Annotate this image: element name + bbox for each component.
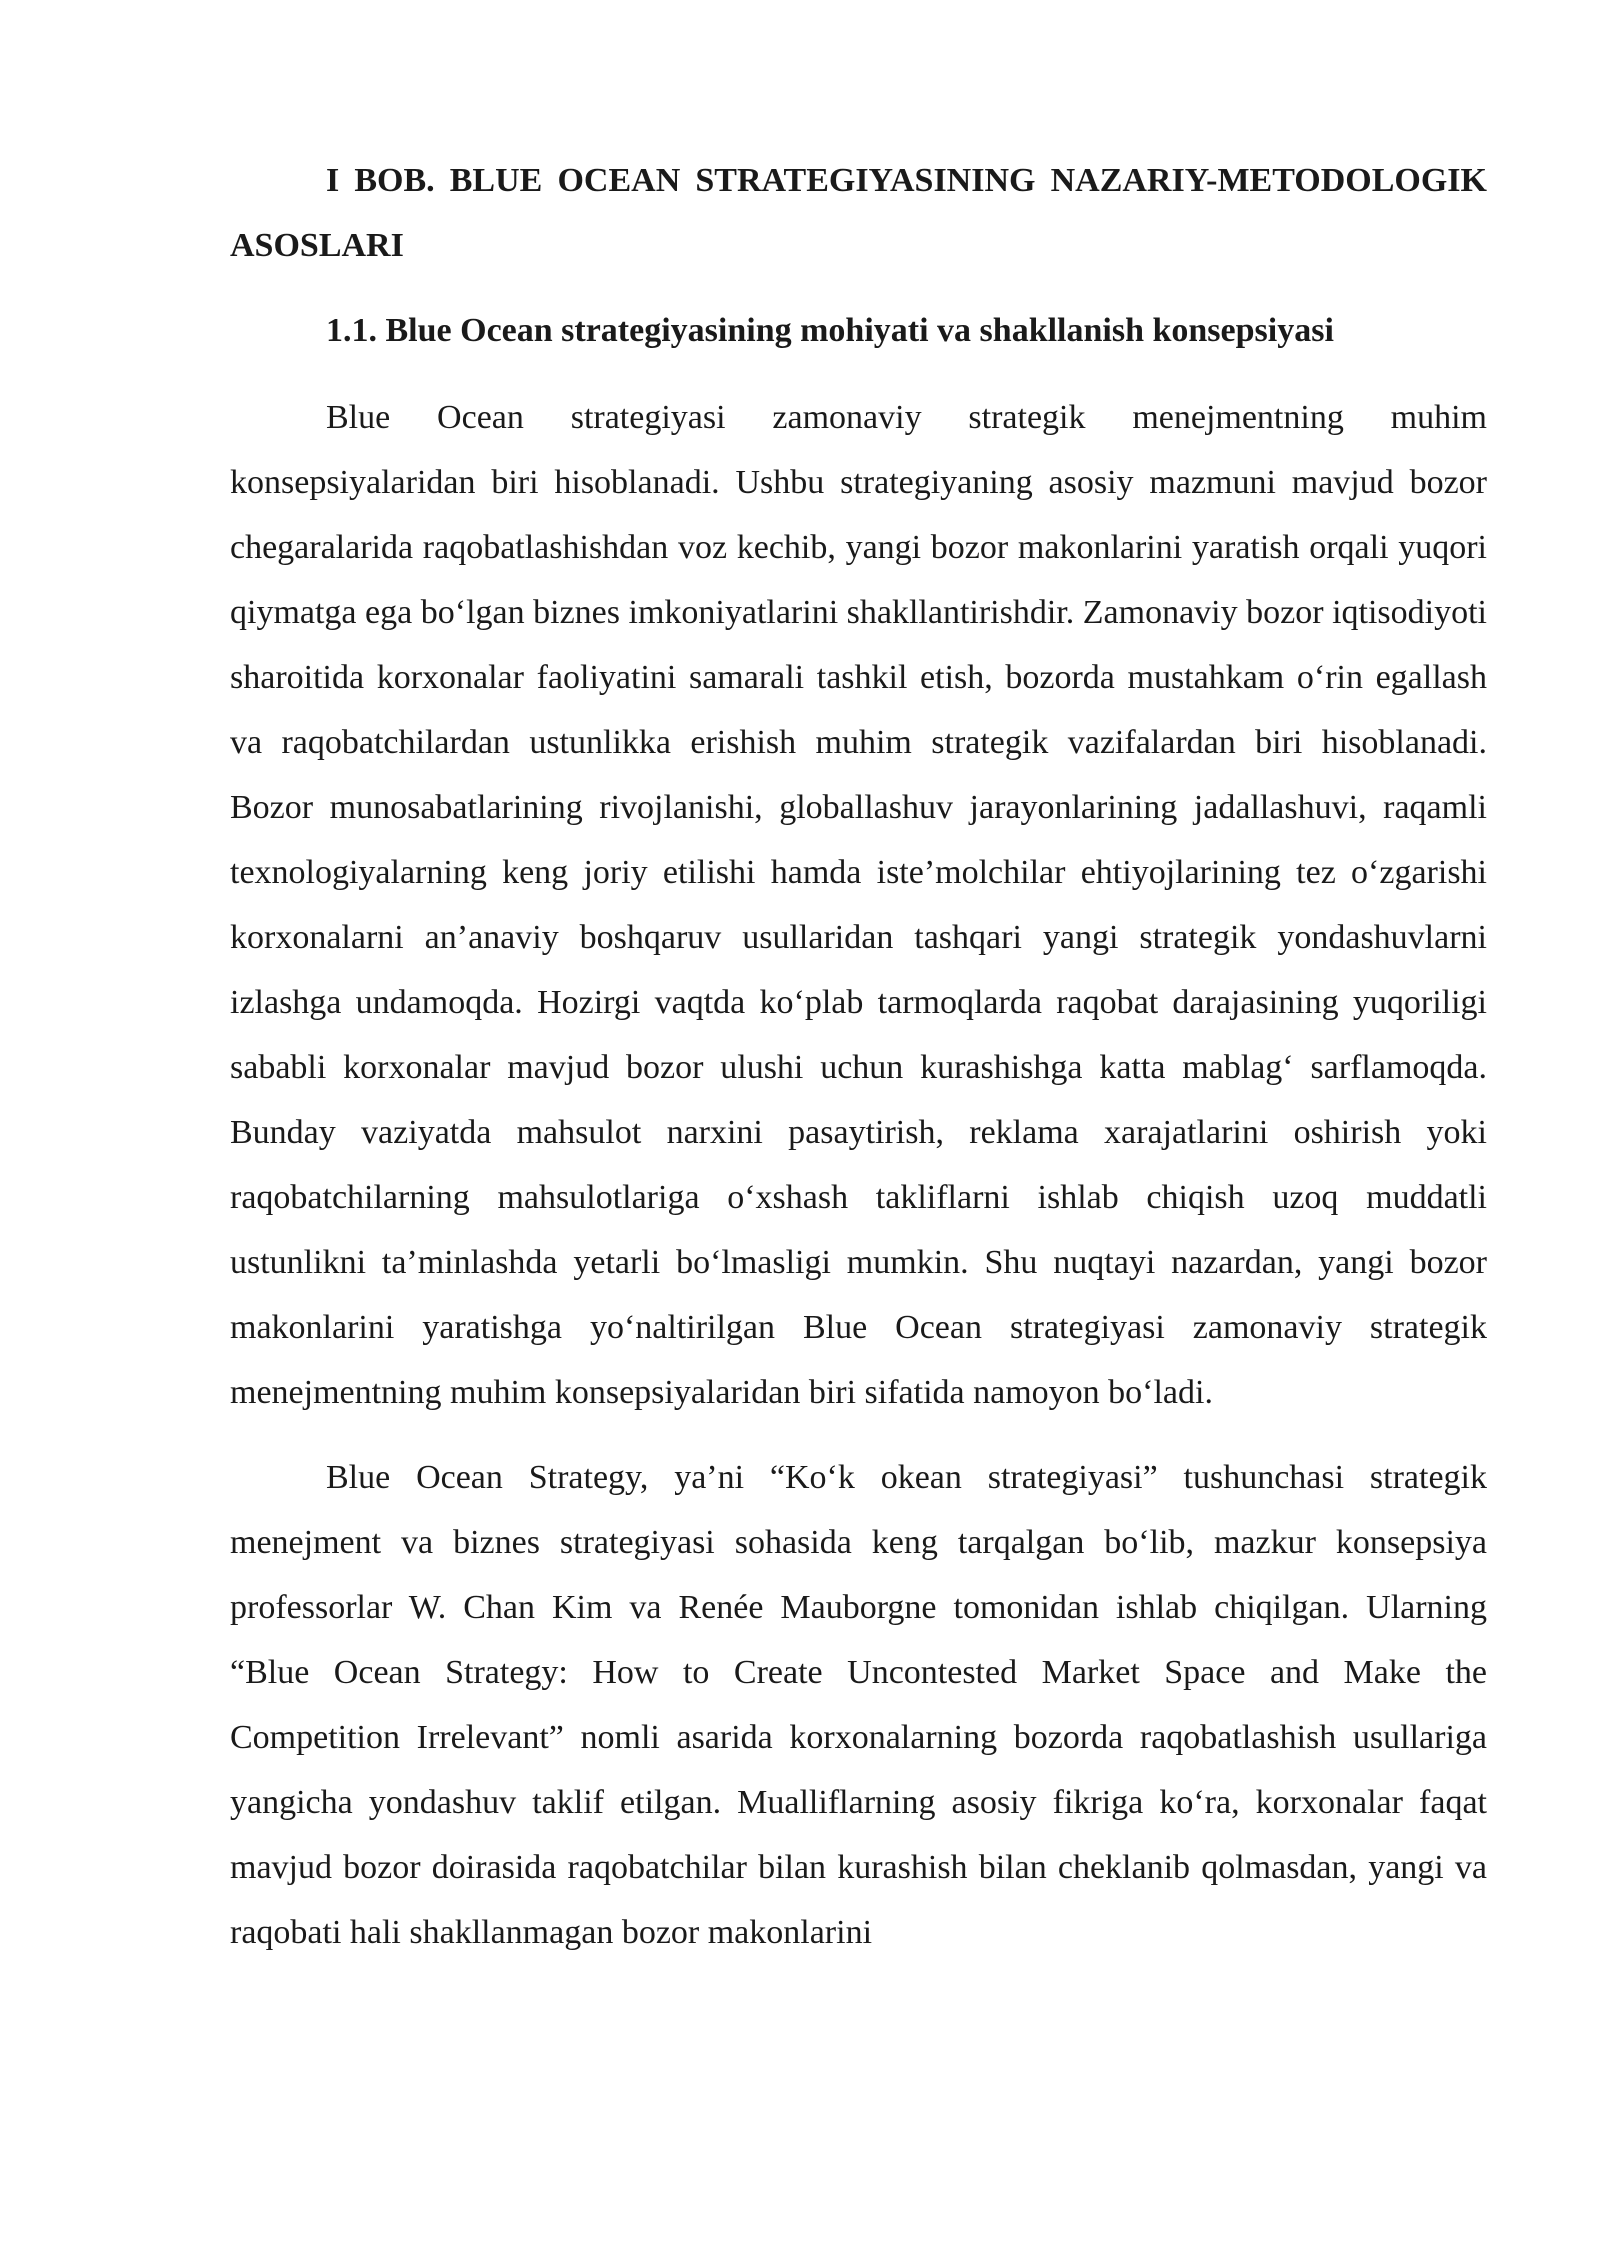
body-paragraph-1: Blue Ocean strategiyasi zamonaviy strategik menejmentning muhim konsepsiyalaridan biri hisoblanadi. Ushbu strategiyaning asosiy mazmuni mavjud bozor chegaralarida raqobatlashishdan voz kechib, yangi bozor makonlarini yaratish orqali yuqori qiymatga ega bo‘lgan biznes imkoniyatlarini shakllantirishdir. Zamonaviy bozor iqtisodiyoti sharoitida korxonalar faoliyatini samarali tashkil etish, bozorda mustahkam o‘rin egallash va raqobatchilardan ustunlikka erishish muhim strategik vazifalardan biri hisoblanadi. Bozor munosabatlarining rivojlanishi, globallashuv jarayonlarining jadallashuvi, raqamli texnologiyalarning keng joriy etilishi hamda iste’molchilar ehtiyojlarining tez o‘zgarishi korxonalarni an’anaviy boshqaruv usullaridan tashqari yangi strategik yondashuvlarni izlashga undamoqda. Hozirgi vaqtda ko‘plab tarmoqlarda raqobat darajasining yuqoriligi sababli korxonalar mavjud bozor ulushi uchun kurashishga katta mablag‘ sarflamoqda. Bunday vaziyatda mahsulot narxini pasaytirish, reklama xarajatlarini oshirish yoki raqobatchilarning mahsulotlariga o‘xshash takliflarni ishlab chiqish uzoq muddatli ustunlikni ta’minlashda yetarli bo‘lmasligi mumkin. Shu nuqtayi nazardan, yangi bozor makonlarini yaratishga yo‘naltirilgan Blue Ocean strategiyasi zamonaviy strategik menejmentning muhim konsepsiyalaridan biri sifatida namoyon bo‘ladi.	[230, 399, 1487, 1411]
body-paragraph-2: Blue Ocean Strategy, ya’ni “Ko‘k okean strategiyasi” tushunchasi strategik menejment va biznes strategiyasi sohasida keng tarqalgan bo‘lib, mazkur konsepsiya professorlar W. Chan Kim va Renée Mauborgne tomonidan ishlab chiqilgan. Ularning “Blue Ocean Strategy: How to Create Uncontested Market Space and Make the Competition Irrelevant” nomli asarida korxonalarning bozorda raqobatlashish usullariga yangicha yondashuv taklif etilgan. Mualliflarning asosiy fikriga ko‘ra, korxonalar faqat mavjud bozor doirasida raqobatchilar bilan kurashish bilan cheklanib qolmasdan, yangi va raqobati hali shakllanmagan bozor makonlarini	[230, 1459, 1487, 1951]
chapter-title: I BOB. BLUE OCEAN STRATEGIYASINING NAZARIY-METODOLOGIK ASOSLARI	[230, 162, 1487, 264]
section-title: 1.1. Blue Ocean strategiyasining mohiyati va shakllanish konsepsiyasi	[326, 312, 1334, 349]
document-page	[230, 148, 1487, 1965]
